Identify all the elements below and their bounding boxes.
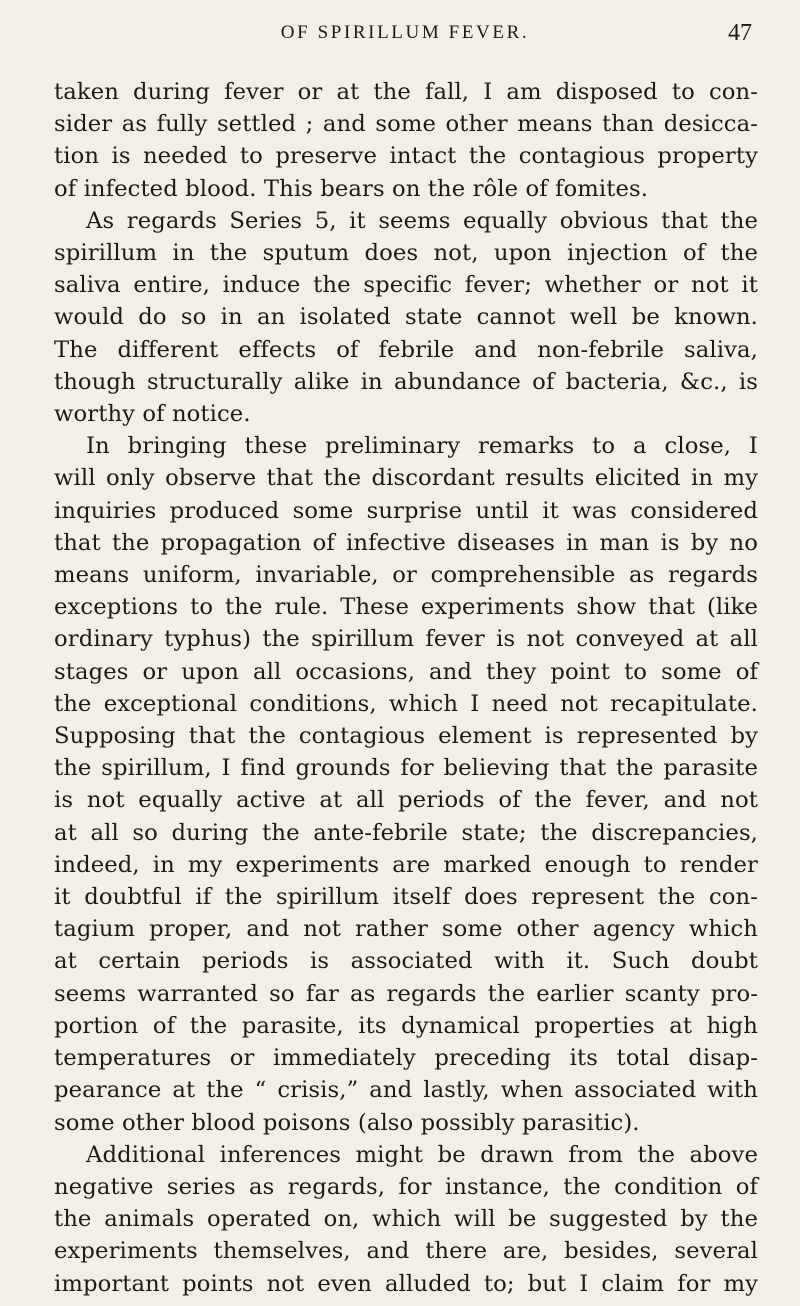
text-line: at certain periods is associated with it. Such doubt: [54, 948, 758, 975]
page-number: 47: [728, 20, 752, 46]
body-text: [54, 76, 756, 1300]
running-head: OF SPIRILLUM FEVER.: [280, 22, 530, 43]
text-line: means uniform, invariable, or comprehensible as regards: [54, 562, 758, 589]
text-line: tagium proper, and not rather some other agency which: [54, 916, 758, 943]
text-line: inquiries produced some surprise until it was considered: [54, 497, 758, 524]
text-line: The different effects of febrile and non-febrile saliva,: [54, 336, 758, 363]
text-line: stages or upon all occasions, and they point to some of: [54, 658, 758, 685]
text-line: the exceptional conditions, which I need not recapitulate.: [54, 690, 758, 717]
text-line: of infected blood. This bears on the rôle of fomites.: [54, 175, 649, 202]
text-line: is not equally active at all periods of the fever, and not: [54, 787, 758, 814]
text-line: Supposing that the contagious element is represented by: [54, 723, 758, 750]
text-line: taken during fever or at the fall, I am disposed to con-: [54, 79, 758, 105]
text-line: would do so in an isolated state cannot well be known.: [54, 304, 758, 331]
text-line: portion of the parasite, its dynamical properties at high: [54, 1012, 758, 1039]
page-header: [54, 20, 756, 62]
text-line: will only observe that the discordant results elicited in my: [54, 465, 758, 492]
text-line: tion is needed to preserve intact the contagious property: [54, 143, 758, 170]
text-line: worthy of notice.: [54, 401, 251, 428]
text-line: spirillum in the sputum does not, upon injection of the: [54, 240, 758, 267]
text-line: temperatures or immediately preceding its total disap-: [54, 1045, 758, 1072]
text-line: In bringing these preliminary remarks to a close, I: [86, 433, 758, 460]
text-line: negative series as regards, for instance, the condition of: [54, 1173, 758, 1200]
text-line: important points not even alluded to; but I claim for my: [54, 1270, 758, 1297]
text-line: it doubtful if the spirillum itself does represent the con-: [54, 884, 758, 911]
text-line: the animals operated on, which will be suggested by the: [54, 1206, 758, 1233]
text-line: some other blood poisons (also possibly parasitic).: [54, 1109, 640, 1136]
text-line: that the propagation of infective diseases in man is by no: [54, 529, 758, 556]
text-line: ordinary typhus) the spirillum fever is not conveyed at all: [54, 626, 758, 653]
text-line: sider as fully settled ; and some other means than desicca-: [54, 111, 758, 138]
text-line: though structurally alike in abundance of bacteria, &c., is: [54, 368, 758, 395]
text-line: experiments themselves, and there are, besides, several: [54, 1238, 758, 1265]
text-line: seems warranted so far as regards the earlier scanty pro-: [54, 980, 758, 1007]
text-line: the spirillum, I find grounds for believing that the parasite: [54, 755, 758, 782]
text-line: at all so during the ante-febrile state; the discrepancies,: [54, 819, 758, 846]
text-line: exceptions to the rule. These experiments show that (like: [54, 594, 758, 621]
text-line: saliva entire, induce the specific fever; whether or not it: [54, 272, 758, 299]
text-line: pearance at the “ crisis,” and lastly, when associated with: [54, 1077, 758, 1104]
text-line: indeed, in my experiments are marked enough to render: [54, 851, 758, 878]
text-line: As regards Series 5, it seems equally obvious that the: [86, 207, 758, 234]
text-line: Additional inferences might be drawn from the above: [86, 1141, 758, 1168]
